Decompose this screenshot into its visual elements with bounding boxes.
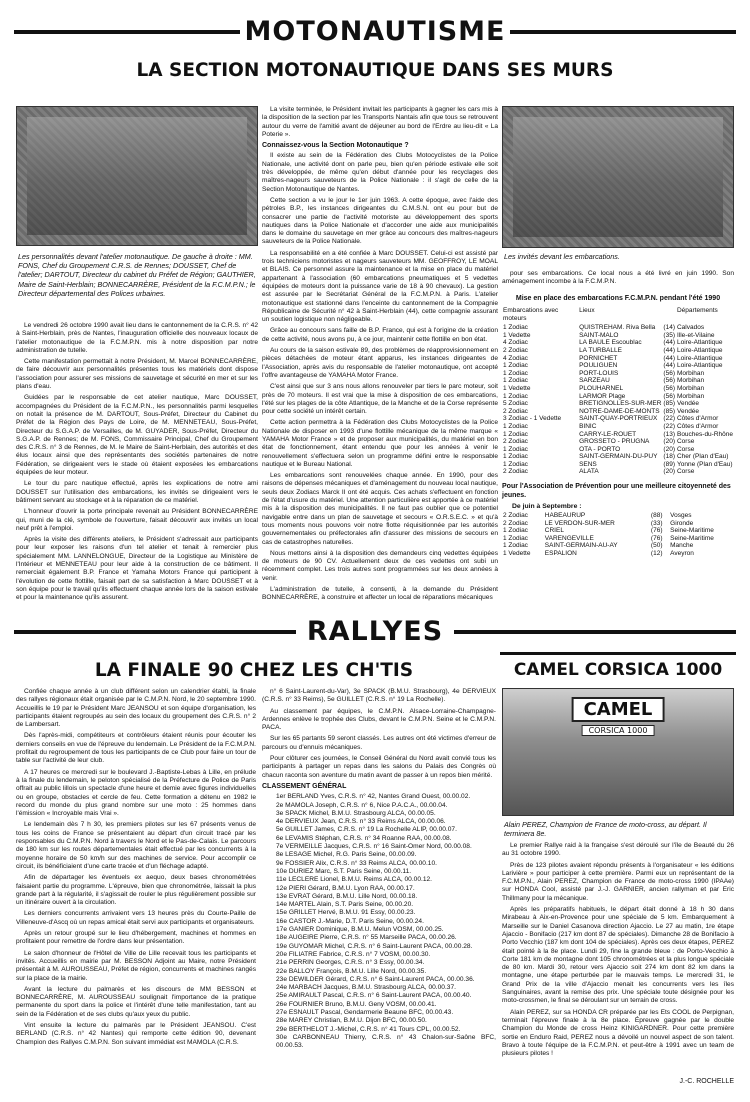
table-cell: VARENGEVILLE [544, 534, 594, 542]
paragraph: Près de 123 pilotes avaient répondu présents à l'organisateur « les éditions Larivière » pour participer à cette première. Parmi eux un représentant de la F.C.M.P.N., Alain PEREZ, Champion de France de moto-cross 1990 (IPAAe) sur HONDA Cool, assisté par J.-J. GARNIER, ancien rallyman et par Eric Thillmany pour la mécanique. [502, 861, 734, 902]
table-cell: 4 Zodiac [503, 354, 528, 362]
section-banner-rallyes [0, 616, 750, 648]
table-row [502, 468, 734, 476]
table-cell: (22) [663, 422, 675, 430]
table-cell: SAINT-GERMAIN-AU-AY [544, 542, 618, 550]
table-cell: (33) [650, 519, 663, 527]
table-row [502, 542, 734, 550]
table2-subtitle: De juin à Septembre : [512, 503, 582, 511]
ranking-entry: 11e LECLERE Lionel, B.M.U. Reims ALCA, 00.00.12. [276, 876, 433, 884]
paragraph: Les embarcations sont renouvelées chaque année. En 1990, pour des raisons de dépenses mécaniques et d'aménagement du nouveau local nautique, seuls deux Zodiacs Marck II ont été acquis. Ces achats s'effectuent en fonction de l'état d'usure du matériel. Une attention particulière est apportée à ce matériel mis à la disposition des municipalités. Il ne faut pas oublier que ce potentiel navigable entre dans un plan de sauvetage et secours « O.R.S.E.C. » et qu'à tous moments nous pouvons voir notre flotte réquisitionnée par les autorités gouvernementales ou préfectorales afin d'assurer des missions de secours en cas de catastrophes naturelles. [262, 472, 498, 546]
paragraph: Guidées par le responsable de cet atelier nautique, Marc DOUSSET, accompagnées du Président de la F.C.M.P.N., les personnalités parmi lesquelles on notait la présence de M. DARTOUT, Sous-Préfet, Directeur du Cabinet du Préfet de la Région des Pays de Loire, de M. MENNETEAU, Sous-Préfet, Directeur du S.G.A.P. de Versailles, de M. GUYADER, Sous-Préfet, Directeur du S.G.A.P. de Rennes; de M. FONS, Commissaire Principal, Chef du Groupement des C.R.S. n° 3 de Rennes, de M. le Maire de Saint-Herblain, des autorités et des élus locaux ainsi que des représentants des sociétés partenaires de notre Fédération, se dirigeaient vers le stade où étaient exposées les embarcations équipées de leur moteur. [16, 394, 258, 477]
table-cell: QUISTREHAM. Riva Bella [579, 324, 656, 332]
ranking-entry: 8e LESAGE Michel, R.G. Paris Seine, 00.00.09. [276, 851, 417, 859]
table-row [502, 332, 734, 340]
table-cell: NOTRE-DAME-DE-MONTS [579, 407, 660, 415]
table-cell: CRIEL [544, 527, 564, 535]
table-cell: (22) [663, 415, 675, 423]
table-cell: SAINT-QUAY-PORTRIEUX [579, 415, 658, 423]
table-cell: PORT-LOUIS [579, 369, 619, 377]
paragraph: La responsabilité en a été confiée à Marc DOUSSET. Celui-ci est assisté par trois techniciens motoristes et nageurs sauveteurs MM. GEOFFROY, LE MOAL et BLAIS. Ce personnel assure la maintenance et la mise en place du matériel appartenant à l'association (60 embarcations pneumatiques et 5 vedettes équipées de moteurs dont la puissance varie de 18 à 90 chevaux). La gestion est assurée par le Secrétariat Général de la F.C.M.P.N. à Paris. L'atelier motonautique est stationné dans l'enceinte du cantonnement de la Compagnie Républicaine de Sécurité n° 42 à Saint-Herblain (44), cette compagnie assurant un soutien logistique non négligeable. [262, 249, 498, 324]
paragraph: Le lendemain dès 7 h 30, les premiers pilotes sur les 67 présents venus de tous les coins de France se présentaient au départ d'un circuit tracé par les responsables du C.M.P.N. Nord à travers le Nord et le Pas-de-Calais. Le parcours de 180 km sur les routes départementales était effectué par les concurrents à la moyenne horaire de 50 km/h sur des machines de service. Pour accomplir ce circuit, ils bénéficiaient d'une carte tracée et d'un fléchage adapté. [16, 821, 256, 870]
article-column-1 [16, 322, 258, 610]
table-row [502, 324, 734, 332]
ranking-entry: 15e GRILLET Hervé, B.M.U. 91 Essy, 00.00.23. [276, 909, 416, 917]
table-row [502, 347, 734, 355]
ranking-entry: 26e FOURNIER Bruno, B.M.U. Geny VOSM, 00.00.41. [276, 1000, 437, 1008]
table-cell: 1 Zodiac [503, 527, 528, 535]
paragraph: Le premier Rallye raid à la française s'est déroulé sur l'île de Beauté du 26 au 31 octobre 1990. [502, 842, 734, 858]
ranking-entry: 17e GANIER Dominique, B.M.U. Melun VOSM, 00.00.25. [276, 926, 444, 934]
paragraph: Au classement par équipes, le C.M.P.N. Alsace-Lorraine-Champagne-Ardennes enlève le trophée des Clubs, devant le C.M.P.N. Seine et le C.M.P.N. PACA. [262, 707, 496, 732]
ranking-entry: 10e DURIEZ Marc, S.T. Paris Seine, 00.00.11. [276, 867, 412, 875]
table-cell: Bouches-du-Rhône [676, 430, 733, 438]
article-column-1 [16, 688, 256, 1086]
ranking-entry: 12e PIERI Gérard, B.M.U. Lyon RAA, 00.00.17. [276, 884, 415, 892]
table-cell: Côtes d'Armor [676, 422, 719, 430]
table-cell: LA BAULE Escoublac [579, 339, 642, 347]
column-header: Embarcations avec moteurs [503, 307, 559, 322]
photo-personalities [16, 106, 258, 246]
paragraph: La visite terminée, le Président invitait les participants à gagner les cars mis à la disposition de la section par les Transports Nantais afin que tous se retrouvent autour du verre de l'amitié avant de déjeuner au bord de l'Erdre au lieu-dit « La Poterie ». [262, 106, 498, 138]
paragraph: Après la visite des différents ateliers, le Président s'adressait aux participants pour leur exposer les raisons d'un tel atelier et tenait à remercier plus spécialement MM. LANNELONGUE, Directeur de la Logistique au Ministère de l'Intérieur et MENNETEAU pour leur aide à la construction de ce bâtiment. Il remerciait également B.P. France et Yamaha Motors France qui participent à l'évolution de cette flottille, faisait part de sa satisfaction à Marc DOUSSET et à son équipe pour le travail qu'ils effectuent chaque année lors de la saison estivale et pour la maintenance qu'ils assurent. [16, 536, 258, 602]
table-cell: (44) [663, 346, 675, 354]
paragraph: Après les préparatifs habituels, le départ était donné à 18 h 30 dans Mirabeau à Aix-en-Provence pour une spéciale de 5 km. Embarquement à Marseille sur le Daniel Casanova direction Ajaccio. Le 27 au matin, 1re étape Ajaccio - Bonifacio (217 km dont 87 de spéciales). Dimanche 28 de Bonifacio à Porto Vecchio (187 km dont 104 de spéciales). Après ces deux étapes, PEREZ était pointé à la 8e place. Lundi 29, fine la grande bleue : de Porto-Vecchio à Corte 181 km de montagne dont 105 chronométrées et la plus longue spéciale de 80 km. Mardi 30, retour vers Ajaccio soit 274 km dont 82 km dans la montagne, une étape perturbée par le mauvais temps. Le mercredi 31, le Grand Prix de la ville d'Ajaccio menait les concurrents vers les îles Sanguinaires, avant la remise des prix. Une spéciale toute désignée pour les moto-crossmen, le final se déroulant sur un terrain de cross. [502, 906, 734, 1005]
table-cell: HABEAURUP [544, 512, 586, 520]
table-cell: 1 Zodiac [503, 430, 528, 438]
column-header: Lieux [579, 307, 595, 314]
table-cell: 1 Zodiac [503, 445, 528, 453]
ranking-entry: 30e CARBONNEAU Thierry, C.R.S. n° 43 Chalon-sur-Saône BFC, 00.00.53. [276, 1033, 496, 1050]
paragraph: Sur les 65 partants 59 seront classés. Les autres ont été victimes d'erreur de parcours ou d'ennuis mécaniques. [262, 735, 496, 751]
paragraph: Confiée chaque année à un club différent selon un calendrier établi, la finale des rallyes régionaux était organisée par le C.M.P.N. Nord, le 20 septembre 1990. Accueillis le 19 par le Président Marc JEANSOU et son équipe d'organisation, les participants étaient regroupés au sein des locaux du groupement des C.R.S. n° 2 de Lambersart. [16, 688, 256, 729]
article-headline: CAMEL CORSICA 1000 [513, 660, 723, 680]
paragraph: Afin de départager les éventuels ex aequo, deux bases chronométrées faisaient partie du programme. L'épreuve, bien que chronométrée, laissait la plus grande part à la régularité, il s'agissait de rouler le plus régulièrement possible sur un itinéraire ouvert à la circulation. [16, 874, 256, 907]
table-cell: Seine-Maritime [670, 527, 714, 535]
table-cell: 5 Zodiac [503, 400, 528, 408]
table-cell: SAINT-GERMAIN-DU-PUY [579, 453, 658, 461]
table-cell: 1 Vedette [503, 331, 531, 339]
table2-title: Pour l'Association de Prévention pour une meilleure citoyenneté des jeunes. [502, 483, 731, 500]
table-cell: Aveyron [670, 550, 694, 558]
paragraph: Les derniers concurrents arrivaient vers 13 heures près du Courte-Paille de Villeneuve-d'Ascq où un repas amical était servi aux participants et organisateurs. [16, 910, 256, 926]
table-cell: Loire-Atlantique [676, 339, 723, 347]
table-cell: ALATA [579, 468, 599, 476]
photo-caption: Les invités devant les embarcations. [504, 252, 620, 261]
photo-caption: Alain PEREZ, Champion de France de moto-cross, au départ. Il terminera 8e. [504, 820, 707, 839]
table-row [502, 461, 734, 469]
paragraph: Cette action permettra à la Fédération des Clubs Motocyclistes de la Police Nationale de disposer en 1993 d'une flottille mécanique de la même marque « YAMAHA Motor France » et de proposer aux municipalités, du matériel en bon état de fonctionnement, étant entendu que pour les années à venir le renouvellement s'effectuera selon un programme défini entre le responsable nautique et le Bureau National. [262, 419, 498, 468]
table-cell: (76) [650, 527, 663, 535]
table-row [502, 385, 734, 393]
table-header-row [502, 307, 734, 324]
ranking-entry: 4e DERVIEUX Jean, C.R.S. n° 33 Reims ALCA, 00.00.06. [276, 818, 446, 826]
paragraph: Après un retour groupé sur le lieu d'hébergement, machines et hommes en profitaient pour remettre de l'ordre dans leur présentation. [16, 930, 256, 946]
paragraph: Grâce au concours sans faille de B.P. France, qui est à l'origine de la création de cette activité, nous avons pu, à ce jour, maintenir cette flottille en bon état. [262, 327, 498, 343]
table-cell: BINIC [579, 422, 597, 430]
table-cell: CARRY-LE-ROUET [579, 430, 637, 438]
ranking-entry: 5e GUILLET James, C.R.S. n° 19 La Rochelle ALIP, 00.00.07. [276, 826, 457, 834]
table-row [502, 446, 734, 454]
table-cell: Corse [676, 445, 695, 453]
table-cell: 3 Zodiac - 1 Vedette [503, 415, 562, 423]
table-cell: (56) [663, 384, 675, 392]
table-cell: PLOUHARNEL [579, 384, 624, 392]
table-cell: SARZEAU [579, 377, 610, 385]
table-row [502, 535, 734, 543]
table-row [502, 512, 734, 520]
table-row [502, 408, 734, 416]
table-cell: (56) [663, 377, 675, 385]
table-cell: (44) [663, 339, 675, 347]
ranking-entry: 25e AMIRAULT Pascal, C.R.S. n° 6 Saint-Laurent PACA, 00.00.40. [276, 992, 472, 1000]
table-cell: (13) [663, 430, 675, 438]
table-cell: Gironde [670, 519, 694, 527]
table-row [502, 423, 734, 431]
divider [500, 652, 736, 655]
table-cell: Corse [676, 468, 695, 476]
ranking-entry: 29e BERTHELOT J.-Michel, C.R.S. n° 41 Tours CPL, 00.00.52. [276, 1025, 461, 1033]
table-cell: 4 Zodiac [503, 339, 528, 347]
table-cell: 1 Zodiac [503, 422, 528, 430]
table-cell: Vosges [670, 512, 692, 520]
paragraph: n° 6 Saint-Laurent-du-Var), 3e SPACK (B.M.U. Strasbourg), 4e DERVIEUX (C.R.S. n° 33 Reims), 5e GUILLET (C.R.S. n° 19 La Rochelle). [262, 688, 496, 704]
table-cell: 2 Zodiac [503, 407, 528, 415]
table-cell: (12) [650, 550, 663, 558]
table-cell: Morbihan [676, 392, 705, 400]
table-cell: 2 Zodiac [503, 438, 528, 446]
table-cell: GROSSETO - PRUGNA [579, 438, 650, 446]
section-title: RALLYES [306, 616, 444, 647]
table-row [502, 431, 734, 439]
paragraph: Le salon d'honneur de l'Hôtel de Ville de Lille recevait tous les participants et invités. Accueillis en mairie par M. BESSON Adjoint au Maire, notre Président présentait à M. AUROUSSEAU, Préfet de région, concurrents et machines rangés sur la place de la mairie. [16, 949, 256, 982]
ranking-entry: 27e ESNAULT Pascal, Gendarmerie Beaune BFC, 00.00.43. [276, 1008, 454, 1016]
ranking-entry: 21e PERRIN Georges, C.R.S. n° 3 Essy, 00.00.34. [276, 959, 425, 967]
table-cell: (85) [663, 407, 675, 415]
table-cell: 1 Zodiac [503, 542, 528, 550]
table-cell: 1 Vedette [503, 384, 531, 392]
paragraph: Nous mettons ainsi à la disposition des demandeurs cinq vedettes équipées de moteurs de 90 CV. Actuellement deux de ces vedettes ont subi un récemment complet. Les trois autres sont programmées sur les deux années à venir. [262, 549, 498, 582]
ranking-entry: 9e FOSSIER Alix, C.R.S. n° 33 Reims ALCA, 00.00.10. [276, 859, 437, 867]
ranking-list [262, 793, 496, 1050]
table-cell: 1 Zodiac [503, 362, 528, 370]
table-cell: Loire-Atlantique [676, 346, 723, 354]
table-cell: Côtes d'Armor [676, 415, 719, 423]
table-cell: (76) [650, 534, 663, 542]
ranking-entry: 24e MARBACH Jacques, B.M.U. Strasbourg ALCA, 00.00.37. [276, 984, 456, 992]
paragraph: Vint ensuite la lecture du palmarès par le Président JEANSOU. C'est BERLAND (C.R.S. n° 42 Nantes) qui remporte cette édition 90, devenant Champion des Rallyes C.M.P.N. Son suivant immédiat est MAMOLA (C.R.S. [16, 1021, 256, 1046]
table-cell: 2 Zodiac [503, 512, 528, 520]
paragraph: Le vendredi 26 octobre 1990 avait lieu dans le cantonnement de la C.R.S. n° 42 à Saint-Herblain, près de Nantes, l'inauguration officielle des nouveaux locaux de l'atelier motonautique de la F.C.M.P.N. mis à notre disposition par notre administration de tutelle. [16, 322, 258, 354]
table-cell: LA TURBALLE [579, 346, 622, 354]
table-cell: Yonne (Plan d'Eau) [676, 460, 733, 468]
table-cell: (18) [663, 453, 675, 461]
table-row [502, 520, 734, 528]
paragraph: A 17 heures ce mercredi sur le boulevard J.-Baptiste-Lebas à Lille, en prélude à la finale du lendemain, le peloton spécialisé de la Préfecture de Police de Paris offrait au public lillois un spectacle d'une heure et demie avec figures individuelles ou en groupe, obstacles et cercle de feu. Cette formation a détenu en 1982 le record du monde du plus grand nombre sur une moto : 25 hommes dans l'émission « Incroyable mais Vrai ». [16, 768, 256, 818]
table-cell: PORNICHET [579, 354, 618, 362]
subheading: CLASSEMENT GÉNÉRAL [262, 782, 347, 790]
ranking-entry: 16e CASTOR J.-Marie, D.T. Paris Seine, 00.00.24. [276, 917, 424, 925]
table-row [502, 339, 734, 347]
table-cell: Corse [676, 438, 695, 446]
section-banner-motonautisme [0, 16, 750, 48]
table-cell: (56) [663, 369, 675, 377]
ranking-entry: 20e FILIATRE Fabrice, C.R.S. n° 7 VOSM, 00.00.30. [276, 950, 431, 958]
table-cell: Morbihan [676, 384, 705, 392]
table-cell: 1 Zodiac [503, 324, 528, 332]
table-cell: Loire-Atlantique [676, 362, 723, 370]
boats-table [502, 294, 734, 558]
article-column-2 [262, 688, 496, 1088]
photo-caption: Les personnalités devant l'atelier motonautique. De gauche à droite : MM. FONS, Chef du Groupement C.R.S. de Rennes; DOUSSET, Chef de l'atelier; DARTOUT, Directeur du cabinet du Préfet de Région; GAUTHIER, Maire de Saint-Herblain; BONNECARRÈRE, Président de la F.C.M.P.N.; le Directeur départemental des Polices urbaines. [18, 252, 256, 298]
paragraph: Dès l'après-midi, compétiteurs et contrôleurs étaient réunis pour écouter les derniers conseils en vue de l'épreuve du lendemain. Le Président de la F.C.M.P.N. profitait du regroupement de tous les participants de ce Club pour faire un tour de table sur l'activité de leur club. [16, 732, 256, 765]
table-cell: (14) [663, 324, 675, 332]
table-cell: Calvados [676, 324, 705, 332]
table-row [502, 393, 734, 401]
ranking-entry: 13e EVRAT Gérard, B.M.U. Lille Nord, 00.00.18. [276, 892, 418, 900]
table-cell: 1 Vedette [503, 550, 531, 558]
paragraph: Alain PEREZ, sur sa HONDA CR préparée par les Ets COOL de Perpignan, terminait l'épreuve finale à la 8e place. Épreuve gagnée par le double Champion du Monde de cross Heinz KINIGARDNER. Pour cette première sortie en Enduro Raid, PEREZ nous a dévoilé un nouvel aspect de son talent. Bravo à toute l'équipe de la F.C.M.P.N. et peut-être à 1991 avec un team de plusieurs pilotes ! [502, 1008, 734, 1058]
table-title: Mise en place des embarcations F.C.M.P.N. pendant l'été 1990 [515, 295, 721, 302]
table-row [502, 370, 734, 378]
table-row [502, 355, 734, 363]
table-cell: 1 Zodiac [503, 460, 528, 468]
photo-guests [502, 106, 734, 248]
table-cell: 2 Zodiac [503, 346, 528, 354]
paragraph: C'est ainsi que sur 3 ans nous allons renouveler par tiers le parc moteur, soit près de 70 moteurs. Il est vrai que la mise à disposition de ces embarcations, l'été sur les plages de la côte Atlantique, de la Manche et de la Corse représente pour cette société un intérêt certain. [262, 383, 498, 416]
column-header: Départements [676, 307, 718, 314]
table-cell: POULIGUEN [579, 362, 618, 370]
table-cell: (89) [663, 460, 675, 468]
table-cell: LARMOR Plage [579, 392, 626, 400]
article-headline: LA FINALE 90 CHEZ LES CH'TIS [94, 660, 414, 681]
ranking-entry: 14e MARTEL Alain, S.T. Paris Seine, 00.00.20. [276, 901, 414, 909]
table-row [502, 438, 734, 446]
photo-sign-sub: CORSICA 1000 [582, 725, 655, 736]
table-cell: (20) [663, 438, 675, 446]
paragraph: Avant la lecture du palmarès et les discours de MM BESSON et BONNECARRÈRE, M. AUROUSSEAU soulignait l'importance de la pratique permanente du sport dans la police et l'intérêt d'une telle manifestation, tant au sein de la Fédération et de ses clubs qu'aux yeux du public. [16, 985, 256, 1018]
table-cell: (50) [650, 542, 663, 550]
table-cell: 1 Zodiac [503, 453, 528, 461]
paragraph: Le tour du parc nautique effectué, après les explications de notre ami DOUSSET sur l'utilisation des embarcations, les invités se dirigeaient vers le bâtiment servant au stockage et à la réparation de ce matériel. [16, 480, 258, 504]
paragraph: Cette section a vu le jour le 1er juin 1963. A cette époque, avec l'aide des pétroles B.P., les instances dirigeantes du C.M.S.N. ont eu pour but de consacrer une partie de l'activité motoriste au développement des sports nautiques dans la Police Nationale et d'accorder une aide aux municipalités dans le domaine du sauvetage en mer grâce au concours des maîtres-nageurs sauveteurs de la Police Nationale. [262, 196, 498, 246]
ranking-entry: 7e VERMEILLE Jacques, C.R.S. n° 16 Saint-Omer Nord, 00.00.08. [276, 843, 472, 851]
ranking-entry: 3e SPACK Michel, B.M.U. Strasbourg ALCA, 00.00.05. [276, 809, 436, 817]
table-cell: (20) [663, 468, 675, 476]
paragraph: Pour clôturer ces journées, le Conseil Général du Nord avait convié tous les participants à partager un repas dans les salons du Palais des Congrès où chacun raconta son aventure du matin avant de passer à un repos bien mérité. [262, 755, 496, 779]
paragraph: pour ses embarcations. Ce local nous a été livré en juin 1990. Son aménagement incombe à la F.C.M.P.N. [502, 270, 734, 286]
table-cell: Cher (Plan d'Eau) [676, 453, 729, 461]
ranking-entry: 2e MAMOLA Joseph, C.R.S. n° 6, Nice P.A.C.A., 00.00.04. [276, 801, 448, 809]
table-cell: (44) [663, 354, 675, 362]
paragraph: L'honneur d'ouvrir la porte principale revenait au Président BONNECARRÈRE qui, muni de la clé, symbole de l'ouverture, faisait découvrir aux invités un local neuf prêt à l'emploi. [16, 508, 258, 532]
table-cell: 1 Zodiac [503, 377, 528, 385]
photo-sign: CAMEL [572, 697, 665, 722]
paragraph: Cette manifestation permettait à notre Président, M. Marcel BONNECARRÈRE, de faire découvrir aux personnalités présentes tous les matériels dont dispose l'association pour assurer ses missions de sauvetage et sécurité en mer et sur les plans d'eau. [16, 358, 258, 391]
table-cell: (44) [663, 362, 675, 370]
paragraph: L'administration de tutelle, à consenti, à la demande du Président BONNECARRÈRE, à construire et affecter un local de réparations mécaniques [262, 586, 498, 602]
table-row [502, 453, 734, 461]
table-cell: Manche [670, 542, 694, 550]
article-column-3 [502, 842, 734, 1074]
table-cell: BRETIGNOLLES-SUR-MER [579, 400, 662, 408]
table-cell: Morbihan [676, 377, 705, 385]
ranking-entry: 19e GUYOMAR Michel, C.R.S. n° 6 Saint-Laurent PACA, 00.00.28. [276, 942, 473, 950]
ranking-entry: 22e BALLOY François, B.M.U. Lille Nord, 00.00.35. [276, 967, 427, 975]
paragraph: Au cours de la saison estivale 89, des problèmes de réapprovisionnement en pièces détachées de moteur étant apparus, les instances dirigeantes de l'Association, après avis du responsable de l'atelier motonautique, ont accepté l'offre avantageuse de YAMAHA Motor France. [262, 347, 498, 379]
table-cell: LE VERDON-SUR-MER [544, 519, 615, 527]
table-cell: Morbihan [676, 369, 705, 377]
table-cell: SENS [579, 460, 597, 468]
table-cell: Vendée [676, 400, 700, 408]
ranking-entry: 18e AUGEIRE Pierre, C.R.S. n° 55 Marseille PACA, 00.00.26. [276, 934, 457, 942]
article-column-3 [502, 270, 734, 290]
table-cell: Ille-et-Vilaine [676, 331, 715, 339]
article-column-2 [262, 106, 498, 611]
table-cell: 1 Zodiac [503, 534, 528, 542]
photo-camel-start [502, 688, 734, 816]
table-row [502, 415, 734, 423]
author-signature: J.-C. ROCHELLE [679, 1078, 734, 1085]
table-cell: (35) [663, 331, 675, 339]
ranking-entry: 23e DEWILDER Gérard, C.R.S. n° 6 Saint-Laurent PACA, 00.00.36. [276, 975, 475, 983]
table-cell: Loire-Atlantique [676, 354, 723, 362]
table-cell: 1 Zodiac [503, 369, 528, 377]
table-cell: Vendée [676, 407, 700, 415]
ranking-entry: 28e MAREY Christian, B.M.U. Dijon BFC, 00.00.50. [276, 1017, 427, 1025]
table-cell: SAINT-MALO [579, 331, 619, 339]
table-cell: (20) [663, 445, 675, 453]
table-row [502, 400, 734, 408]
table-cell: (88) [650, 512, 663, 520]
table-row [502, 550, 734, 558]
table-cell: Seine-Maritime [670, 534, 714, 542]
table-cell: OTA - PORTO [579, 445, 621, 453]
paragraph: Il existe au sein de la Fédération des Clubs Motocyclistes de la Police Nationale, une activité dont on parle peu, bien qu'en période estivale elle soit très développée, de même qu'en début d'année pour les recyclages des maîtres-nageurs sauveteurs de la Police Nationale : il s'agit de celle de la Section Motonautique de Nantes. [262, 152, 498, 193]
table-cell: ESPALION [544, 550, 577, 558]
subheading: Connaissez-vous la Section Motonautique ? [262, 142, 409, 150]
table-row [502, 527, 734, 535]
table-row [502, 362, 734, 370]
table-cell: (56) [663, 392, 675, 400]
table-cell: 2 Zodiac [503, 519, 528, 527]
ranking-entry: 1er BERLAND Yves, C.R.S. n° 42, Nantes Grand Ouest, 00.00.02. [276, 793, 471, 801]
ranking-entry: 6e LEVAMIS Stéphan, C.R.S. n° 34 Roanne RAA, 00.00.08. [276, 834, 452, 842]
table-cell: 2 Zodiac [503, 468, 528, 476]
table-row [502, 377, 734, 385]
table-cell: (85) [663, 400, 675, 408]
section-title: MOTONAUTISME [244, 16, 506, 47]
table-cell: 1 Zodiac [503, 392, 528, 400]
article-headline: LA SECTION MOTONAUTIQUE DANS SES MURS [136, 60, 614, 81]
